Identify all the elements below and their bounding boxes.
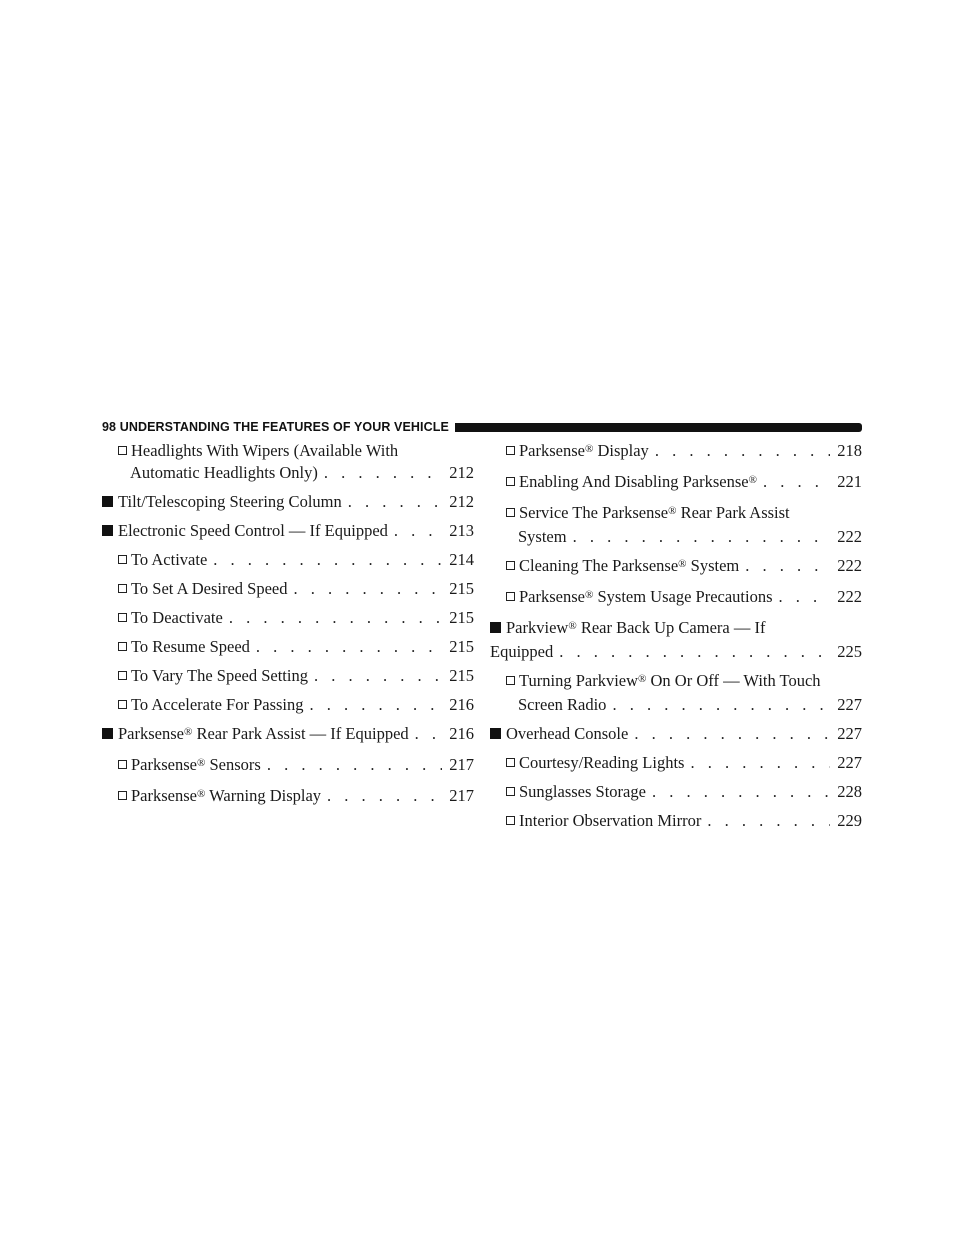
toc-entry[interactable] [490, 723, 862, 745]
toc-page-number: 215 [449, 666, 474, 685]
dot-leader [745, 555, 830, 577]
dot-leader [310, 694, 442, 716]
toc-page-number: 216 [449, 695, 474, 714]
toc-entry-title: Parkview® Rear Back Up Camera — If [506, 618, 766, 637]
toc-entry[interactable] [102, 549, 474, 571]
dot-leader [763, 471, 830, 493]
hollow-square-bullet-icon [506, 446, 515, 455]
toc-entry[interactable] [102, 754, 474, 778]
toc-entry-title: Enabling And Disabling Parksense® [519, 472, 757, 491]
toc-entry[interactable] [490, 810, 862, 832]
dot-leader [294, 578, 443, 600]
toc-entry-title: Courtesy/Reading Lights [519, 753, 685, 772]
dot-leader [690, 752, 830, 774]
hollow-square-bullet-icon [118, 791, 127, 800]
hollow-square-bullet-icon [118, 760, 127, 769]
hollow-square-bullet-icon [118, 700, 127, 709]
dot-leader [324, 462, 442, 484]
dot-leader [652, 781, 830, 803]
registered-mark: ® [748, 474, 757, 486]
registered-mark: ® [568, 620, 577, 632]
toc-page-number: 227 [837, 724, 862, 743]
toc-entry-title: To Accelerate For Passing [131, 695, 304, 714]
toc-page-number: 225 [837, 642, 862, 661]
toc-page-number: 213 [449, 521, 474, 540]
toc-page-number: 216 [449, 724, 474, 743]
toc-entry[interactable] [102, 723, 474, 747]
filled-square-bullet-icon [102, 525, 113, 536]
toc-page-number: 229 [837, 811, 862, 830]
toc-entry[interactable] [102, 491, 474, 513]
toc-entry[interactable] [490, 555, 862, 579]
toc-entry[interactable] [490, 752, 862, 774]
toc-entry[interactable] [102, 578, 474, 600]
toc-entry[interactable] [102, 520, 474, 542]
toc-entry-title: Tilt/Telescoping Steering Column [118, 492, 342, 511]
dot-leader [612, 694, 830, 716]
toc-entry-title: Electronic Speed Control — If Equipped [118, 521, 388, 540]
toc-page-number: 217 [449, 786, 474, 805]
toc-page-number: 212 [449, 463, 474, 482]
dot-leader [327, 785, 442, 807]
chapter-title: UNDERSTANDING THE FEATURES OF YOUR VEHICLE [119, 420, 449, 434]
hollow-square-bullet-icon [506, 816, 515, 825]
toc-page-number: 215 [449, 608, 474, 627]
registered-mark: ® [668, 505, 677, 517]
toc-entry[interactable] [490, 781, 862, 803]
registered-mark: ® [678, 558, 687, 570]
toc-column-left [102, 440, 474, 816]
dot-leader [314, 665, 442, 687]
toc-entry-title: Parksense® Rear Park Assist — If Equipped [118, 724, 409, 743]
hollow-square-bullet-icon [118, 584, 127, 593]
toc-page-number: 227 [837, 753, 862, 772]
registered-mark: ® [584, 589, 594, 601]
toc-entry[interactable] [102, 785, 474, 809]
toc-entry[interactable] [490, 670, 862, 716]
toc-entry[interactable] [490, 471, 862, 495]
registered-mark: ® [584, 443, 594, 455]
toc-entry-title: To Resume Speed [131, 637, 250, 656]
dot-leader [655, 440, 830, 462]
toc-page-number: 215 [449, 637, 474, 656]
dot-leader [634, 723, 830, 745]
dot-leader [348, 491, 442, 513]
toc-entry-title: Headlights With Wipers (Available With [131, 441, 399, 460]
dot-leader [779, 586, 830, 608]
toc-page-number: 227 [837, 695, 862, 714]
dot-leader [559, 641, 830, 663]
hollow-square-bullet-icon [118, 671, 127, 680]
filled-square-bullet-icon [490, 622, 501, 633]
hollow-square-bullet-icon [506, 561, 515, 570]
toc-entry[interactable] [102, 694, 474, 716]
hollow-square-bullet-icon [506, 758, 515, 767]
toc-page-number: 215 [449, 579, 474, 598]
toc-entry[interactable] [490, 502, 862, 548]
toc-entry-title: Screen Radio [518, 695, 607, 714]
toc-page-number: 217 [449, 755, 474, 774]
toc-column-right [490, 440, 862, 839]
dot-leader [573, 526, 830, 548]
dot-leader [394, 520, 442, 542]
filled-square-bullet-icon [102, 728, 113, 739]
toc-entry-title: Overhead Console [506, 724, 629, 743]
toc-entry[interactable] [490, 586, 862, 610]
toc-entry-title: Turning Parkview® On Or Off — With Touch [519, 671, 821, 690]
hollow-square-bullet-icon [506, 477, 515, 486]
toc-page-number: 222 [837, 587, 862, 606]
toc-entry[interactable] [490, 440, 862, 464]
toc-entry-title: Interior Observation Mirror [519, 811, 702, 830]
hollow-square-bullet-icon [506, 592, 515, 601]
toc-entry-title: To Deactivate [131, 608, 223, 627]
dot-leader [415, 723, 442, 745]
toc-entry-title: Parksense® Display [519, 441, 649, 460]
dot-leader [213, 549, 442, 571]
dot-leader [267, 754, 442, 776]
page-header [102, 419, 862, 435]
registered-mark: ® [638, 673, 647, 685]
toc-entry[interactable] [102, 636, 474, 658]
toc-page-number: 222 [837, 527, 862, 546]
toc-entry[interactable] [102, 665, 474, 687]
toc-page-number: 222 [837, 556, 862, 575]
hollow-square-bullet-icon [118, 555, 127, 564]
toc-entry-title: Parksense® System Usage Precautions [519, 587, 773, 606]
hollow-square-bullet-icon [118, 642, 127, 651]
toc-entry-title: Automatic Headlights Only) [130, 463, 318, 482]
toc-entry[interactable] [102, 607, 474, 629]
toc-entry-title: Equipped [490, 642, 554, 661]
toc-page-number: 212 [449, 492, 474, 511]
toc-entry-title: To Set A Desired Speed [131, 579, 288, 598]
dot-leader [229, 607, 442, 629]
hollow-square-bullet-icon [506, 676, 515, 685]
page-number: 98 [102, 420, 117, 434]
toc-entry[interactable] [490, 617, 862, 663]
registered-mark: ® [183, 726, 193, 738]
toc-entry[interactable] [102, 440, 474, 484]
hollow-square-bullet-icon [118, 613, 127, 622]
registered-mark: ® [196, 788, 206, 800]
registered-mark: ® [196, 757, 206, 769]
toc-entry-title: Sunglasses Storage [519, 782, 646, 801]
dot-leader [707, 810, 830, 832]
toc-entry-title: Parksense® Warning Display [131, 786, 322, 805]
toc-page-number: 228 [837, 782, 862, 801]
hollow-square-bullet-icon [506, 508, 515, 517]
toc-entry-title: Service The Parksense® Rear Park Assist [519, 503, 790, 522]
dot-leader [256, 636, 442, 658]
header-rule [455, 423, 862, 432]
header-text [102, 420, 455, 434]
toc-entry-title: System [518, 527, 567, 546]
hollow-square-bullet-icon [118, 446, 127, 455]
toc-entry-title: To Vary The Speed Setting [131, 666, 308, 685]
toc-entry-title: Cleaning The Parksense® System [519, 556, 740, 575]
filled-square-bullet-icon [490, 728, 501, 739]
toc-entry-title: To Activate [131, 550, 208, 569]
toc-page-number: 221 [837, 472, 862, 491]
toc-entry-title: Parksense® Sensors [131, 755, 261, 774]
toc-page-number: 218 [837, 441, 862, 460]
filled-square-bullet-icon [102, 496, 113, 507]
hollow-square-bullet-icon [506, 787, 515, 796]
toc-page-number: 214 [449, 550, 474, 569]
